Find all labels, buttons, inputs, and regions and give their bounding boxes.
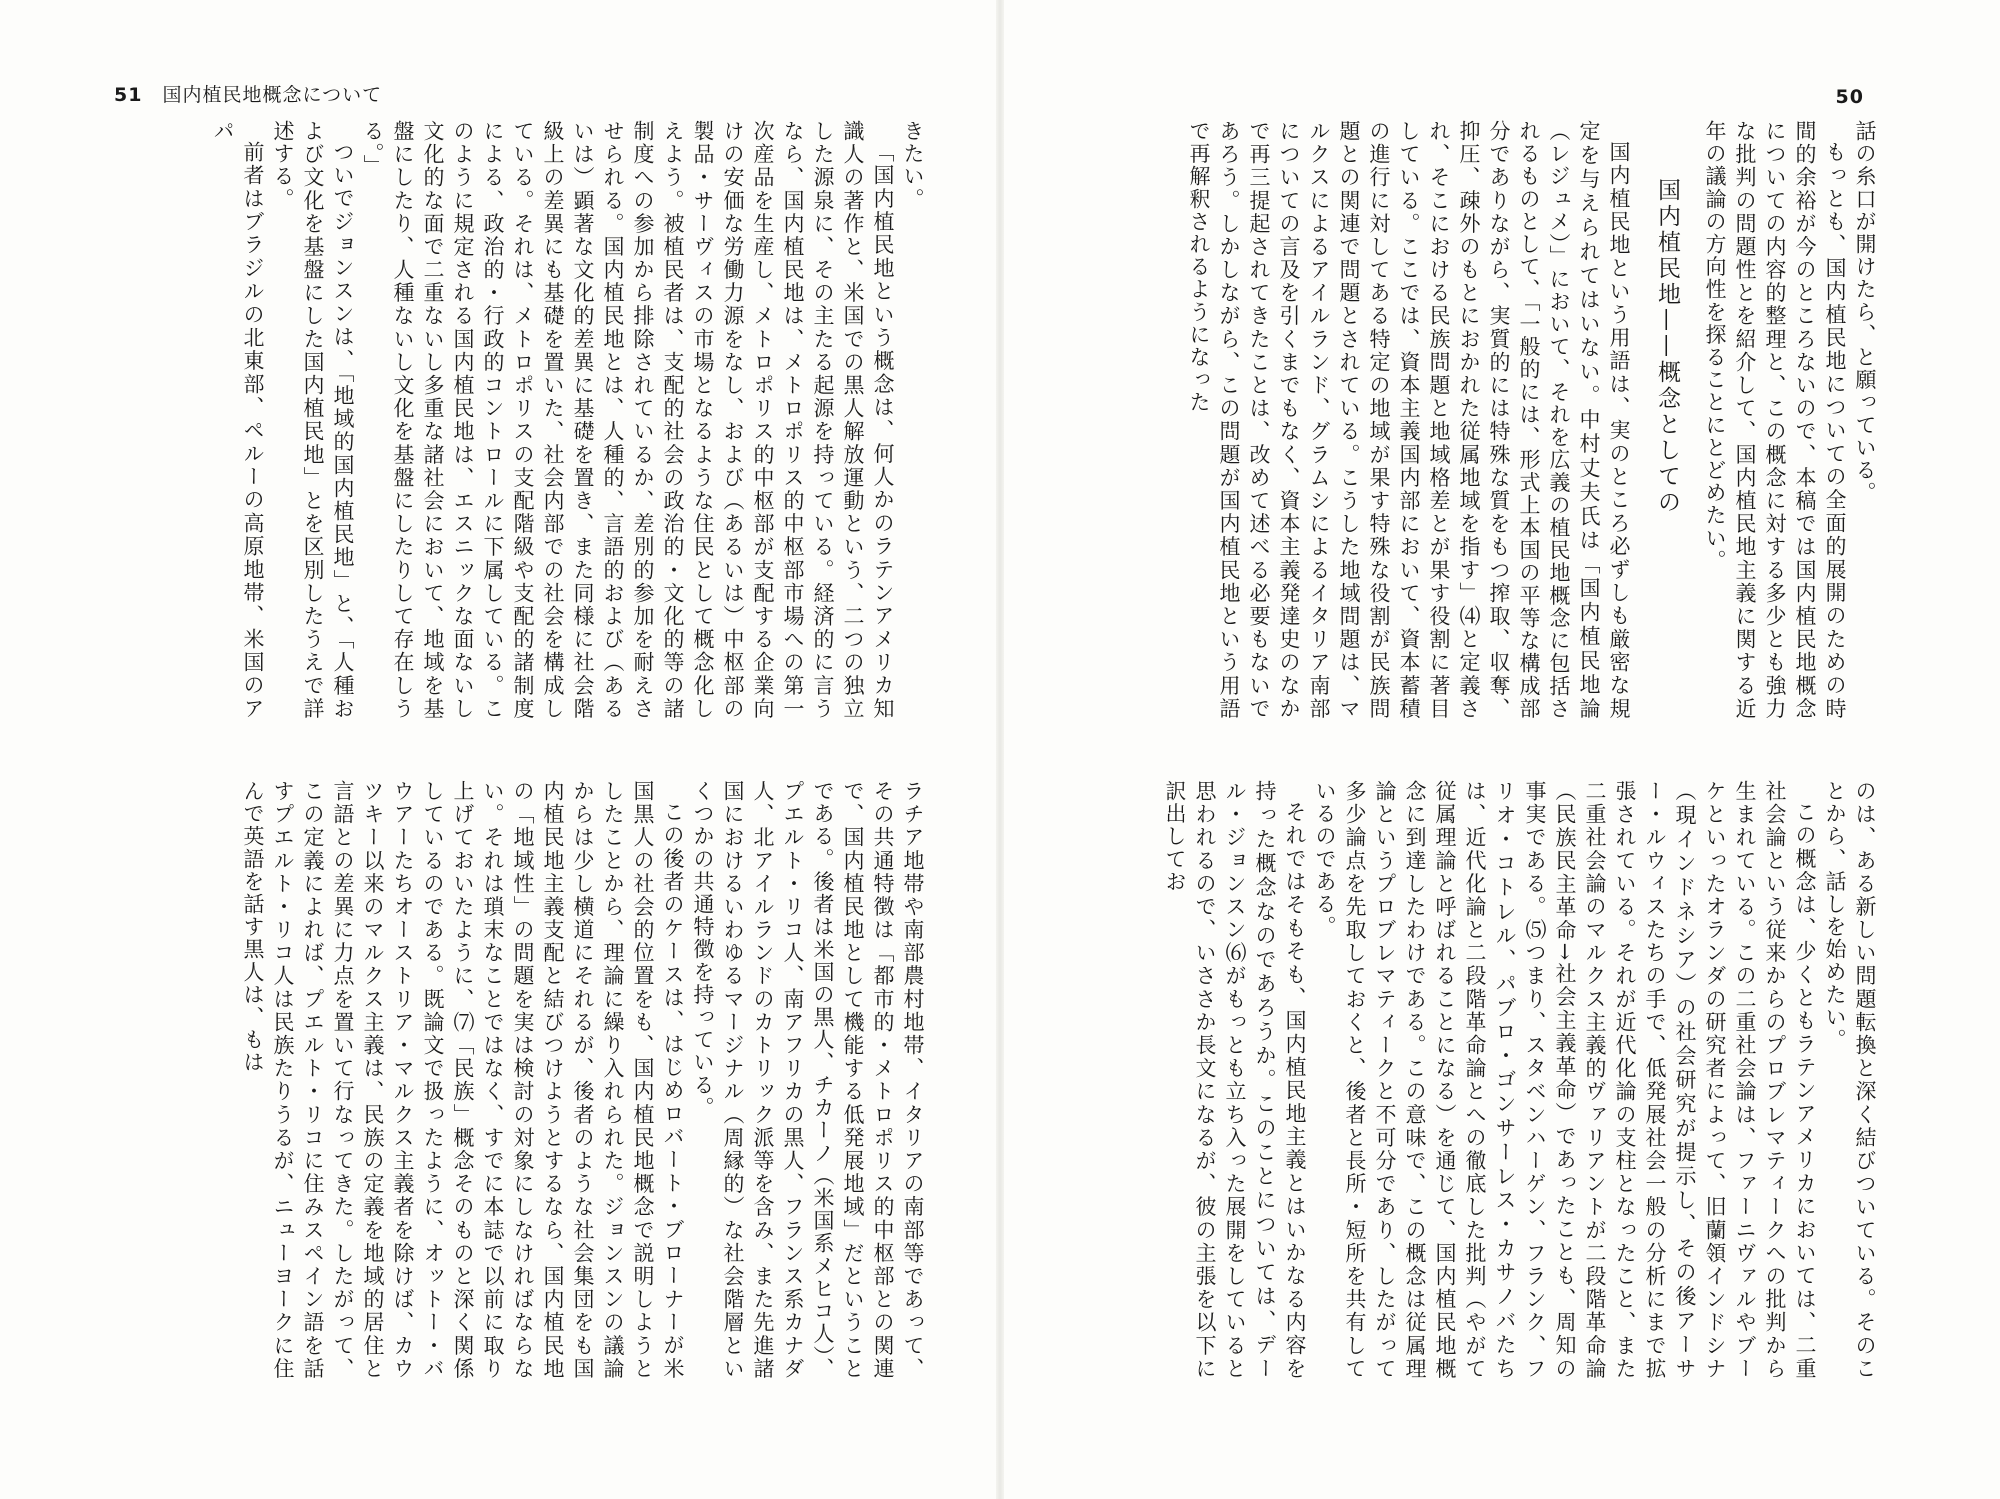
right-page-upper-tier bbox=[1090, 120, 1880, 720]
paragraph: この後者のケースは、はじめロバート・ブローナーが米国黒人の社会的位置をも、国内植民地概念で説明しようとしたことから、理論に繰り入れられた。ジョンスンの議論からは少し横道にそれるが、後者のような社会集団をも国内植民地主義支配と結びつけようとするなら、国内植民地の「地域性」の問題を実は検討の対象にしなければならない。それは瑣末なことではなく、すでに本誌で以前に取り上げておいたように、⑺「民族」概念そのものと深く関係しているのである。既論文で扱ったように、オットー・バウアーたちオーストリア・マルクス主義者を除けば、カウツキー以来のマルクス主義は、民族の定義を地域的居住と言語との差異に力点を置いて行なってきた。したがって、この定義によれば、プエルト・リコに住みスペイン語を話すプエルト・リコ人は民族たりうるが、ニューヨークに住んで英語を話す黒人は、もは bbox=[241, 780, 685, 1380]
book-gutter bbox=[996, 0, 1004, 1499]
section-heading: 国内植民地——概念としての bbox=[1654, 177, 1680, 516]
right-page-number: 50 bbox=[1835, 86, 1864, 108]
paragraph: 国内植民地という用語は、実のところ必ずしも厳密な規定を与えられてはいない。中村丈夫氏は「国内植民地論（レジュメ）」において、それを広義の植民地概念に包括されるものとして、「一般的には、形式上本国の平等な構成部分でありながら、実質的には特殊な質をもつ搾取、収奪、抑圧、疎外のもとにおかれた従属地域を指す」⑷と定義され、そこにおける民族問題と地域格差とが果す役割に著目している。ここでは、資本主義国内部において、資本蓄積の進行に対してある特定の地域が果す特殊な役割が民族問題との関連で問題とされている。こうした地域問題は、マルクスによるアイルランド、グラムシによるイタリア南部についての言及を引くまでもなく、資本主義発達史のなかで再三提起されてきたことは、改めて述べる必要もないであろう。しかしながら、この問題が国内植民地という用語で再解釈されるようになった bbox=[1187, 120, 1631, 720]
paragraph: ついでジョンスンは、「地域的国内植民地」と、「人種および文化を基盤にした国内植民地」とを区別したうえで詳述する。 bbox=[271, 120, 355, 720]
left-running-head bbox=[114, 80, 382, 107]
left-page-title: 国内植民地概念について bbox=[162, 84, 383, 106]
paragraph: もっとも、国内植民地についての全面的展開のための時間的余裕が今のところないので、本稿では国内植民地概念についての内容的整理と、この概念に対する多少とも強力な批判の問題性とを紹介して、国内植民地主義に関する近年の議論の方向性を探ることにとどめたい。 bbox=[1703, 120, 1847, 720]
right-page-lower-tier bbox=[1090, 780, 1880, 1380]
left-page-upper-tier bbox=[128, 120, 928, 720]
paragraph: 「国内植民地という概念は、何人かのラテンアメリカ知識人の著作と、米国での黒人解放運動という、二つの独立した源泉に、その主たる起源を持っている。経済的に言うなら、国内植民地は、メトロポリス的中枢部市場への第一次産品を生産し、メトロポリス的中枢部が支配する企業向けの安価な労働力源をなし、および（あるいは）中枢部の製品・サーヴィスの市場となるような住民として概念化しえよう。被植民者は、支配的社会の政治的・文化的等の諸制度への参加から排除されているか、差別的参加を耐えさせられる。国内植民地とは、人種的、言語的および（あるいは）顕著な文化的差異に基礎を置き、また同様に社会階級上の差異にも基礎を置いた、社会内部での社会を構成している。それは、メトロポリスの支配階級や支配的諸制度による、政治的・行政的コントロールに下属している。このように規定される国内植民地は、エスニックな面ないし文化的な面で二重ないし多重な諸社会において、地域を基盤にしたり、人種ないし文化を基盤にしたりして存在しうる。」 bbox=[361, 120, 895, 720]
paragraph: ラチア地帯や南部農村地帯、イタリアの南部等であって、その共通特徴は「都市的・メトロポリス的中枢部との関連で、国内植民地として機能する低発展地域」だということである。後者は米国の黒人、チカーノ（米国系メヒコ人）、プエルト・リコ人、南アフリカの黒人、フランス系カナダ人、北アイルランドのカトリック派等を含み、また先進諸国におけるいわゆるマージナル（周縁的）な社会階層といくつかの共通特徴を持っている。 bbox=[691, 780, 925, 1380]
paragraph: きたい。 bbox=[901, 120, 925, 211]
left-page-lower-tier bbox=[128, 780, 928, 1380]
paragraph: それではそもそも、国内植民地主義とはいかなる内容を持った概念なのであろうか。このことについては、デール・ジョンスン⑹がもっとも立ち入った展開をしていると思われるので、いささか長文になるが、彼の主張を以下に訳出してお bbox=[1163, 780, 1307, 1380]
paragraph: 話の糸口が開けたら、と願っている。 bbox=[1853, 120, 1877, 505]
paragraph: この概念は、少くともラテンアメリカにおいては、二重社会論という従来からのプロブレマティークへの批判から生まれている。この二重社会論は、ファーニヴァルやブーケといったオランダの研究者によって、旧蘭領インドシナ（現インドネシア）の社会研究が提示し、その後アーサー・ルウィスたちの手で、低発展社会一般の分析にまで拡張されている。それが近代化論の支柱となったこと、また二重社会論のマルクス主義的ヴァリアントが二段階革命論（民族民主革命→社会主義革命）であったことも、周知の事実である。⑸つまり、スタベンハーゲン、フランク、フリオ・コトレル、パブロ・ゴンサーレス・カサノバたちは、近代化論と二段階革命論とへの徹底した批判（やがて従属理論と呼ばれることになる）を通じて、国内植民地概念に到達したわけである。この意味で、この概念は従属理論というプロブレマティークと不可分であり、したがって多少論点を先取しておくと、後者と長所・短所を共有しているのである。 bbox=[1313, 780, 1817, 1380]
left-page-number: 51 bbox=[114, 84, 143, 106]
paragraph: 前者はブラジルの北東部、ペルーの高原地帯、米国のアパ bbox=[211, 120, 265, 720]
paragraph: のは、ある新しい問題転換と深く結びついている。そのことから、話しを始めたい。 bbox=[1823, 780, 1877, 1380]
